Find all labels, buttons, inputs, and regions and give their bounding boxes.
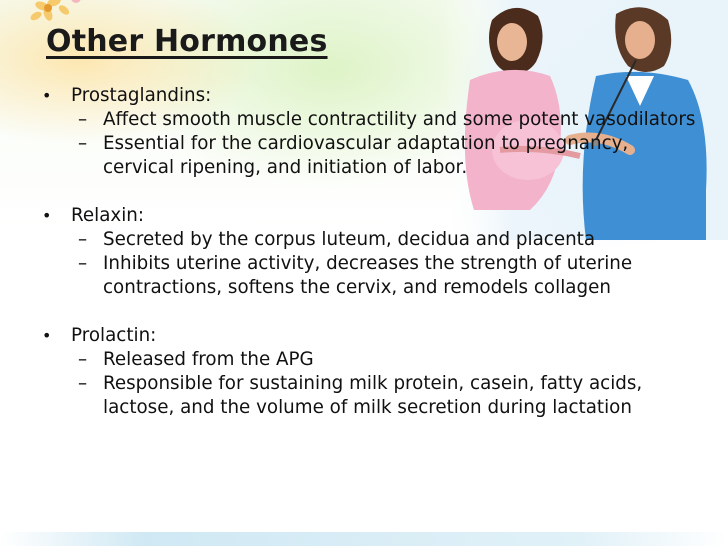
sub-bullet-text: Affect smooth muscle contractility and some potent vasodilators <box>103 109 696 130</box>
sub-bullet <box>40 252 700 300</box>
bullet-label: Relaxin: <box>71 205 145 226</box>
slide-title: Other Hormones <box>46 24 328 59</box>
bullet-label: Prostaglandins: <box>71 85 212 106</box>
spacer <box>40 300 700 324</box>
sub-bullet-marker: – <box>78 349 88 370</box>
sub-bullet-text: Inhibits uterine activity, decreases the strength of uterine contractions, softens the cervix, and remodels collagen <box>103 253 633 298</box>
bottom-decoration-strip <box>0 532 728 546</box>
bullet-relaxin <box>40 204 700 228</box>
sub-bullet <box>40 372 700 420</box>
bullet-marker: • <box>42 86 52 105</box>
spacer <box>40 180 700 204</box>
bullet-prostaglandins <box>40 84 700 108</box>
bullet-label: Prolactin: <box>71 325 157 346</box>
sub-bullet <box>40 228 700 252</box>
sub-bullet-marker: – <box>78 133 88 154</box>
sub-bullet <box>40 108 700 132</box>
bullet-marker: • <box>42 206 52 225</box>
bullet-list <box>40 84 700 420</box>
sub-bullet <box>40 132 700 180</box>
sub-bullet-text: Released from the APG <box>103 349 314 370</box>
sub-bullet-marker: – <box>78 229 88 250</box>
sub-bullet-marker: – <box>78 109 88 130</box>
sub-bullet-text: Essential for the cardiovascular adaptation to pregnancy, cervical ripening, and initiation of labor. <box>103 133 629 178</box>
sub-bullet-marker: – <box>78 253 88 274</box>
sub-bullet <box>40 348 700 372</box>
sub-bullet-text: Secreted by the corpus luteum, decidua and placenta <box>103 229 596 250</box>
sub-bullet-marker: – <box>78 373 88 394</box>
sub-bullet-text: Responsible for sustaining milk protein, casein, fatty acids, lactose, and the volume of milk secretion during lactation <box>103 373 643 418</box>
bullet-marker: • <box>42 326 52 345</box>
bullet-prolactin <box>40 324 700 348</box>
